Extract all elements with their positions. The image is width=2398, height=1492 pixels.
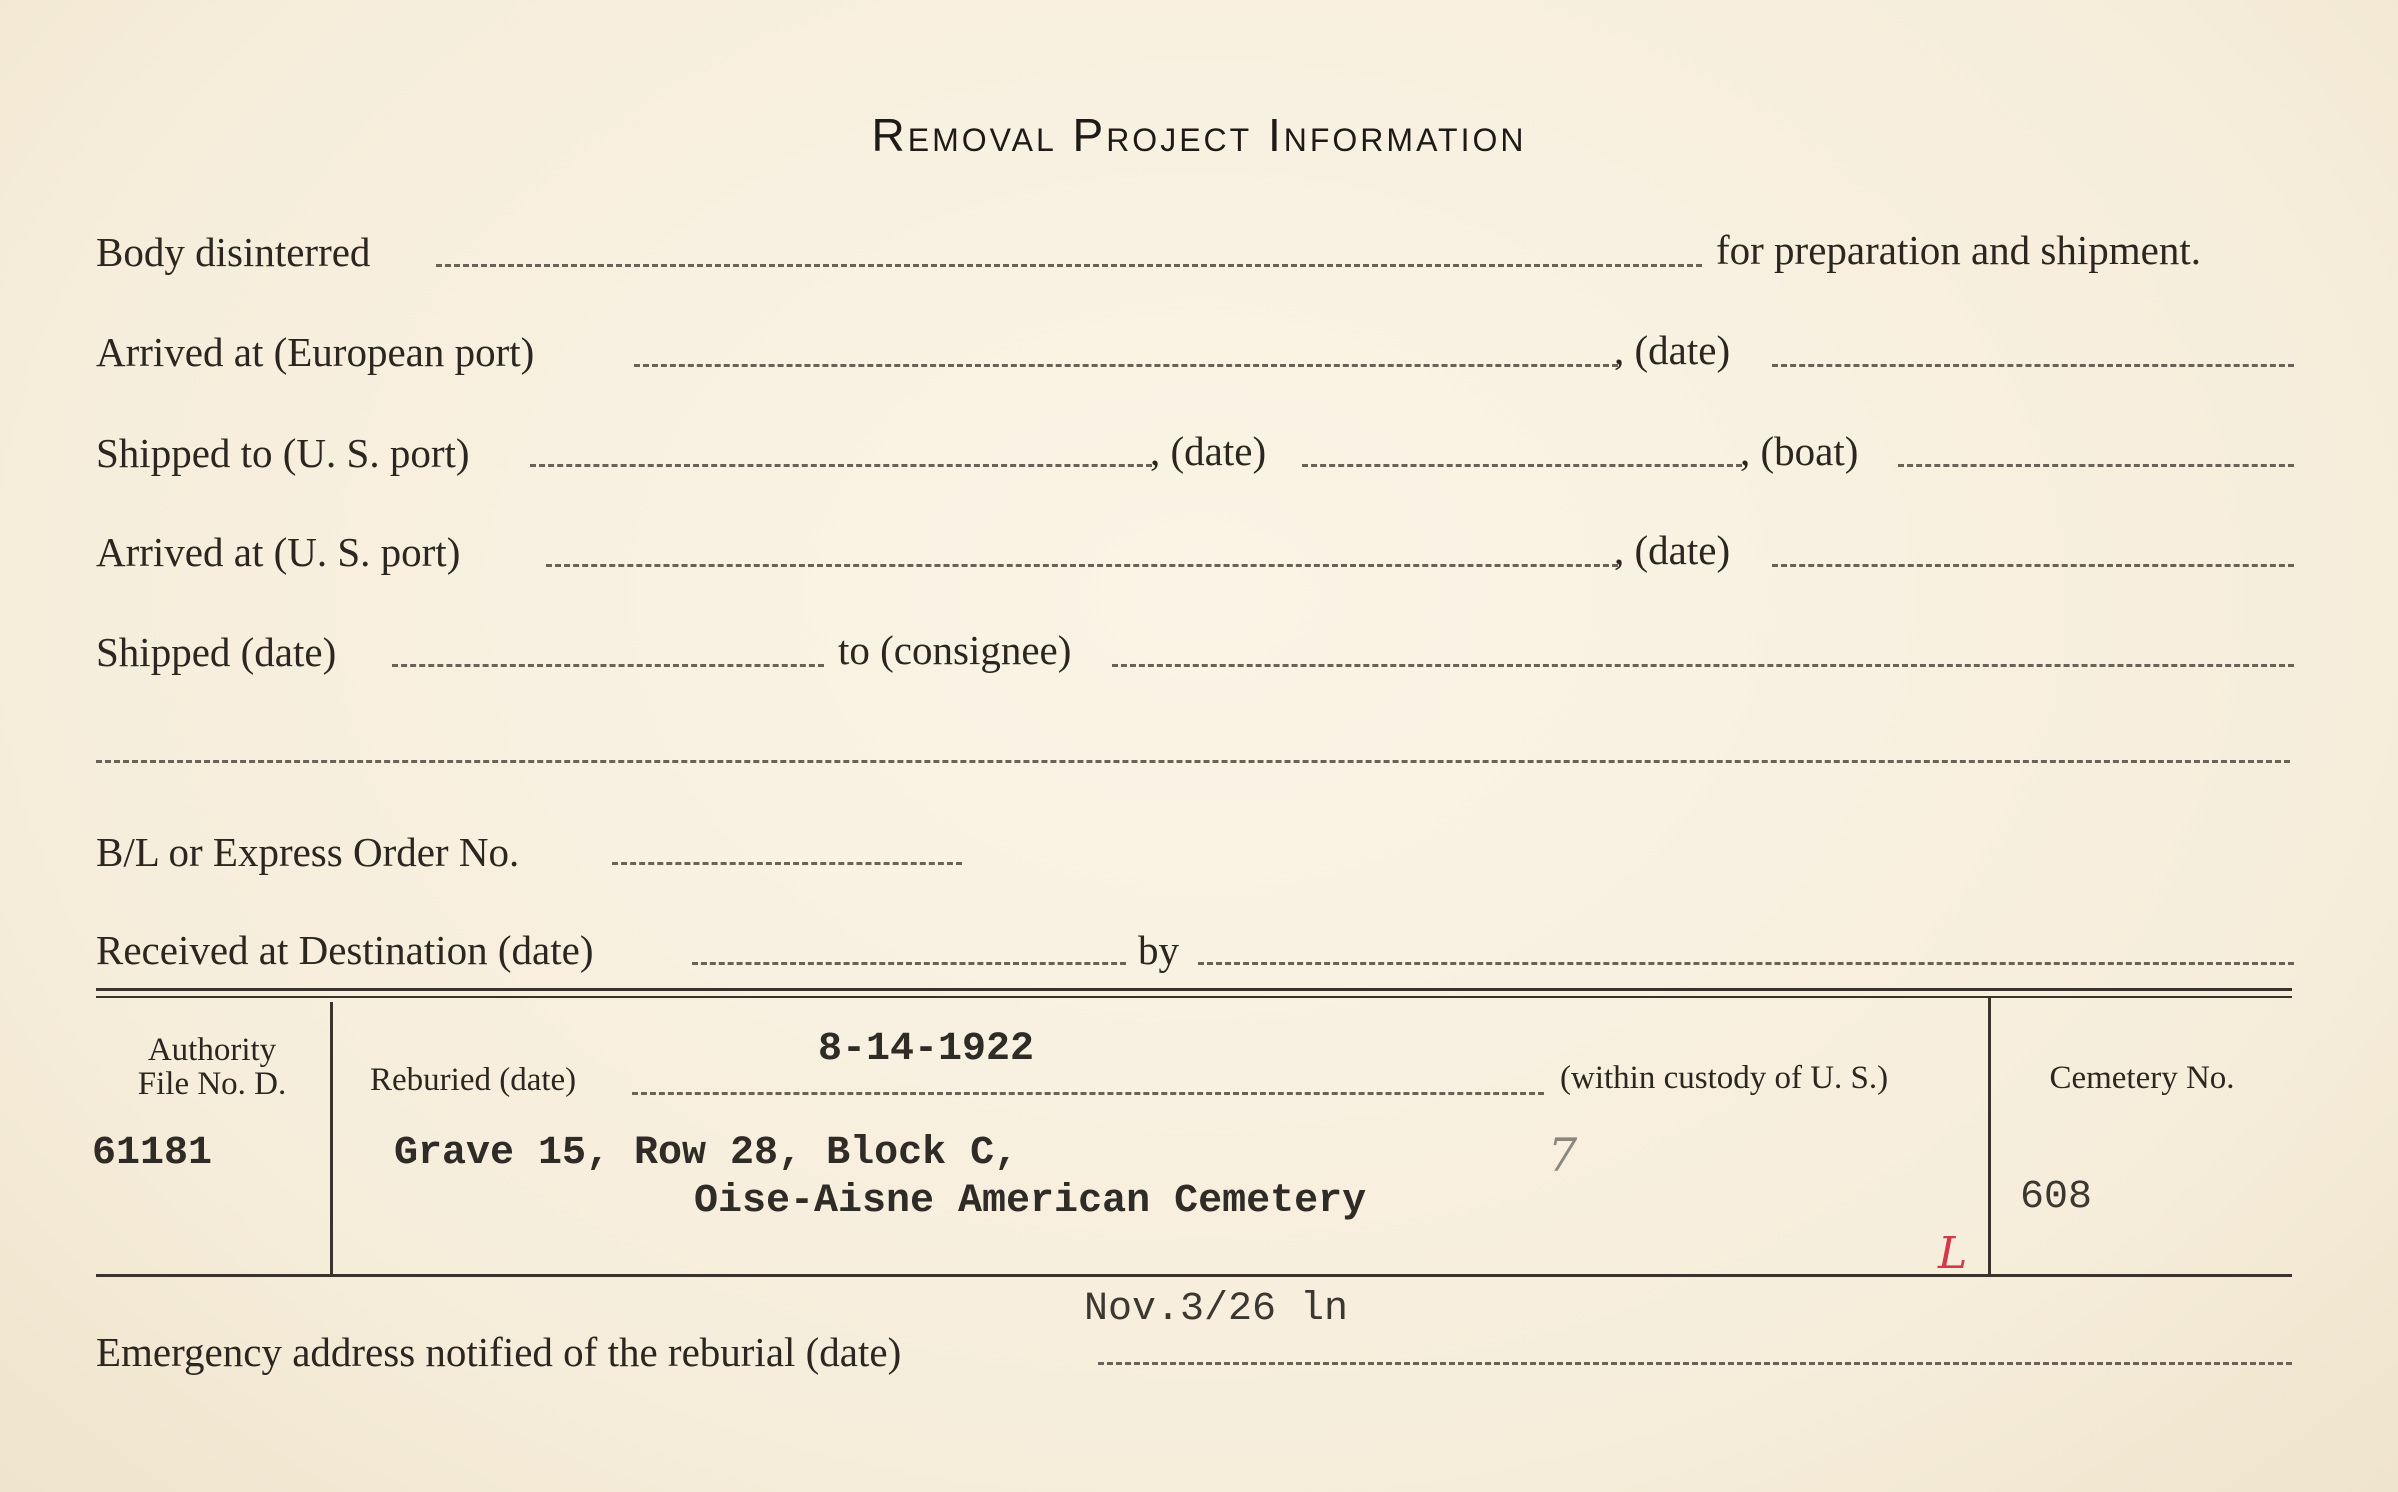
arrived-us-date-line[interactable] xyxy=(1772,564,2294,567)
arrived-us-date-label: , (date) xyxy=(1614,527,1731,573)
body-disinterred-label: Body disinterred xyxy=(96,229,371,275)
shipped-date-row-line[interactable] xyxy=(392,664,824,667)
table-divider-right xyxy=(1988,996,1991,1274)
boat-label: , (boat) xyxy=(1740,428,1859,474)
consignee-line[interactable] xyxy=(1112,664,2294,667)
shipped-us-port-line[interactable] xyxy=(530,464,1152,467)
reburied-date-label: Reburied (date) xyxy=(370,1062,577,1098)
received-destination-line[interactable] xyxy=(692,962,1126,965)
consignee-label: to (consignee) xyxy=(838,627,1072,673)
table-divider-left xyxy=(330,1002,333,1274)
cemetery-no-label: Cemetery No. xyxy=(2049,1060,2235,1096)
reburied-date-value: 8-14-1922 xyxy=(818,1027,1035,1072)
cemetery-no-value: 608 xyxy=(2020,1175,2093,1220)
arrived-european-line[interactable] xyxy=(634,364,1618,367)
shipped-us-port-label: Shipped to (U. S. port) xyxy=(96,430,470,476)
arrived-european-date-line[interactable] xyxy=(1772,364,2294,367)
shipped-date-row-label: Shipped (date) xyxy=(96,629,337,675)
grave-location-line1: Grave 15, Row 28, Block C, xyxy=(394,1131,1019,1176)
card-title: Removal Project Information xyxy=(871,109,1527,161)
table-top-rule xyxy=(96,988,2292,991)
red-pencil-mark: L xyxy=(1938,1228,1968,1279)
emergency-notified-label: Emergency address notified of the reburial (date) xyxy=(96,1329,902,1375)
grave-location-line2: Oise-Aisne American Cemetery xyxy=(694,1179,1367,1224)
bl-express-line[interactable] xyxy=(612,862,962,865)
emergency-notified-line[interactable] xyxy=(1098,1362,2292,1365)
arrived-european-label: Arrived at (European port) xyxy=(96,329,535,375)
bl-express-label: B/L or Express Order No. xyxy=(96,829,520,875)
pencil-mark: 7 xyxy=(1548,1128,1578,1182)
arrived-us-port-line[interactable] xyxy=(546,564,1618,567)
boat-line[interactable] xyxy=(1898,464,2294,467)
arrived-european-date-label: , (date) xyxy=(1614,327,1731,373)
received-by-line[interactable] xyxy=(1198,962,2294,965)
table-top-rule-inner xyxy=(96,996,2292,998)
file-number-value: 61181 xyxy=(92,1131,213,1176)
shipped-date-line[interactable] xyxy=(1302,464,1742,467)
preparation-label: for preparation and shipment. xyxy=(1716,227,2202,273)
shipped-date-label: , (date) xyxy=(1150,428,1267,474)
consignee-continuation-line[interactable] xyxy=(96,760,2290,763)
emergency-notified-value: Nov.3/26 ln xyxy=(1084,1287,1349,1332)
by-label: by xyxy=(1138,927,1179,973)
reburied-date-line[interactable] xyxy=(632,1092,1544,1095)
custody-label: (within custody of U. S.) xyxy=(1560,1060,1889,1096)
arrived-us-port-label: Arrived at (U. S. port) xyxy=(96,529,461,575)
received-destination-label: Received at Destination (date) xyxy=(96,927,594,973)
authority-label: Authority xyxy=(147,1032,277,1068)
file-no-label: File No. D. xyxy=(137,1066,287,1102)
body-disinterred-line[interactable] xyxy=(436,264,1702,267)
